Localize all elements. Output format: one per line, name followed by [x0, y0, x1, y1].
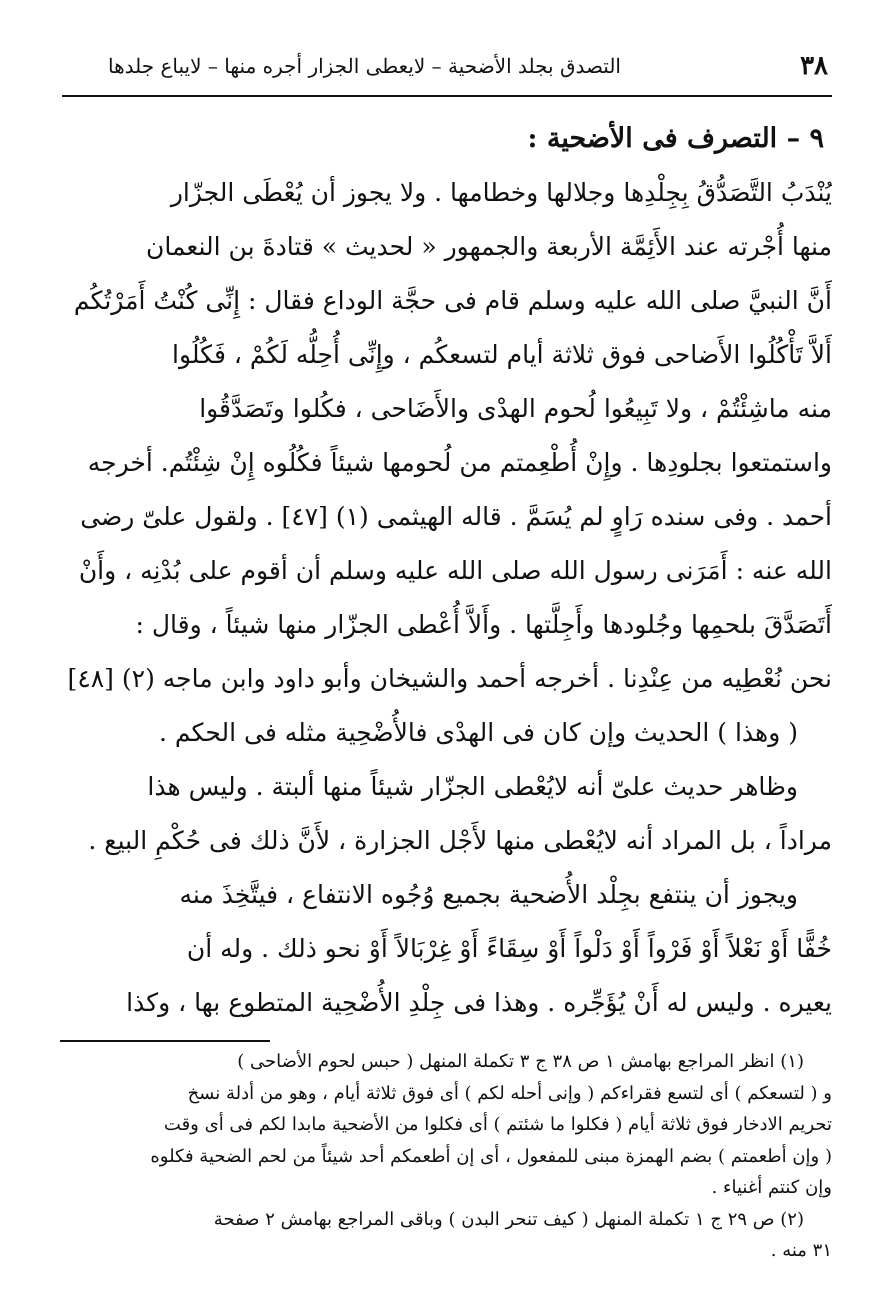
footnote-line: تحريم الادخار فوق ثلاثة أيام ( فكلوا ما شئتم ) أى فكلوا من الأضحية مابدا لكم فى أى وقت	[163, 1114, 832, 1135]
footnote-line: (١) انظر المراجع بهامش ١ ص ٣٨ ج ٣ تكملة المنهل ( حبس لحوم الأضاحى )	[237, 1051, 804, 1072]
page-header	[68, 44, 828, 88]
header-divider	[62, 95, 832, 97]
text-line: منه ماشِئْتُمْ ، ولا تَبِيعُوا لُحوم الهدْى والأَضَاحى ، فكُلوا وتَصَدَّقُوا	[199, 394, 832, 423]
text-line: الله عنه : أَمَرَنى رسول الله صلى الله عليه وسلم أن أقوم على بُدْنِه ، وأَنْ	[78, 556, 832, 585]
text-line: أَلاَّ تَأْكُلُوا الأَضاحى فوق ثلاثة أيام لتسعكُم ، وإِنِّى أُحِلُّه لَكُمْ ، فَكُلُوا	[172, 340, 832, 369]
text-line: نحن نُعْطِيه من عِنْدِنا . أخرجه أحمد والشيخان وأبو داود وابن ماجه (٢) [٤٨]	[67, 664, 832, 693]
text-line: منها أُجْرته عند الأَئِمَّة الأربعة والجمهور « لحديث » قتادةَ بن النعمان	[146, 232, 832, 261]
text-line: أَنَّ النبيَّ صلى الله عليه وسلم قام فى حجَّة الوداع فقال : إِنِّى كُنْتُ أَمَرْتُكُم	[73, 286, 832, 315]
footnotes	[60, 1046, 832, 1267]
text-line: وظاهر حديث علىّ أنه لايُعْطى الجزّار شيئاً منها ألبتة . وليس هذا	[147, 772, 798, 801]
footnote-line: (٢) ص ٢٩ ج ١ تكملة المنهل ( كيف تنحر البدن ) وباقى المراجع بهامش ٢ صفحة	[213, 1208, 804, 1230]
footnote-line: و ( لتسعكم ) أى لتسع فقراءكم ( وإنى أحله لكم ) أى فوق ثلاثة أيام ، وهو من أدلة نسخ	[187, 1082, 832, 1104]
text-line: واستمتعوا بجلودِها . وإِنْ أُطْعِمتم من لُحومها شيئاً فكُلُوه إِنْ شِئْتُم. أخرجه	[87, 448, 832, 477]
text-line: أَتَصَدَّقَ بلحمِها وجُلودها وأَجِلَّتها . وأَلاَّ أُعْطى الجزّار منها شيئاً ، وقال :	[135, 610, 832, 639]
text-line: يعيره . وليس له أَنْ يُؤَجِّره . وهذا فى جِلْدِ الأُضْحِية المتطوع بها ، وكذا	[126, 988, 832, 1017]
footnote-line: ٣١ منه .	[770, 1240, 832, 1261]
text-line: مراداً ، بل المراد أنه لايُعْطى منها لأَجْل الجزارة ، لأَنَّ ذلك فى حُكْمِ البيع .	[88, 826, 832, 855]
text-line: يُنْدَبُ التَّصَدُّقُ بِجِلْدِها وجلالها وخطامها . ولا يجوز أن يُعْطَى الجزّار	[170, 178, 832, 207]
text-line: ويجوز أن ينتفع بجِلْد الأُضحية بجميع وُجُوه الانتفاع ، فيتَّخِذَ منه	[179, 880, 798, 909]
footnote-line: ( وإن أطعمتم ) بضم الهمزة مبنى للمفعول ، أى إن أطعمكم أحد شيئاً من لحم الضحية فكلوه	[150, 1145, 832, 1167]
text-line: أحمد . وفى سنده رَاوٍ لم يُسَمَّ . قاله الهيثمى (١) [٤٧] . ولقول علىّ رضى	[80, 502, 832, 531]
running-title: التصدق بجلد الأضحية – لايعطى الجزار أجره منها – لايباع جلدها	[108, 54, 621, 78]
footnote-divider	[60, 1040, 270, 1042]
text-line: خُفًّا أَوْ نَعْلاً أَوْ فَرْواً أَوْ دَلْواً أَوْ سِقَاءً أَوْ غِرْبَالاً أَوْ نحو ذلك . وله أن	[186, 934, 832, 963]
section-title: ٩ – التصرف فى الأضحية :	[527, 123, 824, 154]
page-number: ٣٨	[800, 51, 828, 81]
footnote-line: وإن كنتم أغنياء .	[711, 1177, 832, 1198]
text-line: ( وهذا ) الحديث وإن كان فى الهدْى فالأُضْحِية مثله فى الحكم .	[159, 718, 798, 747]
main-text	[60, 112, 832, 1030]
